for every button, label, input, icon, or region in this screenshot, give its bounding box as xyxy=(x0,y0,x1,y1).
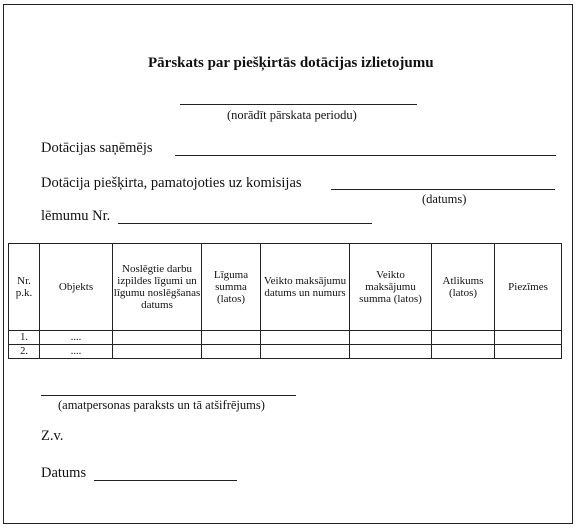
decision-number-line xyxy=(118,223,372,224)
table-cell[interactable] xyxy=(113,345,202,359)
recipient-label: Dotācijas saņēmējs xyxy=(41,140,153,156)
table-cell[interactable] xyxy=(432,345,495,359)
table-cell[interactable] xyxy=(350,345,432,359)
table-cell[interactable] xyxy=(495,345,562,359)
table-cell[interactable] xyxy=(432,331,495,345)
header-balance: Atlikums (latos) xyxy=(432,244,495,331)
table-row xyxy=(9,331,562,345)
document-title: Pārskats par piešķirtās dotācijas izlietojumu xyxy=(148,55,434,71)
recipient-line xyxy=(175,155,556,156)
period-hint: (norādīt pārskata periodu) xyxy=(227,108,357,122)
table-header-row xyxy=(9,244,562,331)
table-cell[interactable] xyxy=(261,331,350,345)
decision-label: lēmumu Nr. xyxy=(41,208,111,224)
seal-label: Z.v. xyxy=(41,428,64,444)
date-hint: (datums) xyxy=(422,192,467,206)
table-cell[interactable] xyxy=(261,345,350,359)
table-cell[interactable] xyxy=(495,331,562,345)
header-contract-sum: Līguma summa (latos) xyxy=(202,244,261,331)
commission-date-line xyxy=(331,189,555,190)
header-payment-sum: Veikto maksājumu summa (latos) xyxy=(350,244,432,331)
table-cell[interactable] xyxy=(202,345,261,359)
signature-line xyxy=(41,395,296,396)
row-nr: 1. xyxy=(9,331,40,345)
header-objekts: Objekts xyxy=(40,244,113,331)
date-label: Datums xyxy=(41,465,87,481)
table-row xyxy=(9,345,562,359)
granted-label: Dotācija piešķirta, pamatojoties uz komisijas xyxy=(41,175,302,191)
table-cell[interactable] xyxy=(202,331,261,345)
row-objekts: .... xyxy=(40,345,113,359)
header-notes: Piezīmes xyxy=(495,244,562,331)
row-objekts: .... xyxy=(40,331,113,345)
date-line xyxy=(94,480,237,481)
signature-hint: (amatpersonas paraksts un tā atšifrējums) xyxy=(58,398,265,412)
period-line xyxy=(180,104,417,105)
report-table xyxy=(8,243,562,359)
header-payment-date: Veikto maksājumu datums un numurs xyxy=(261,244,350,331)
row-nr: 2. xyxy=(9,345,40,359)
header-contracts: Noslēgtie darbu izpildes līgumi un līgumu noslēgšanas datums xyxy=(113,244,202,331)
header-nr: Nr. p.k. xyxy=(9,244,40,331)
table-cell[interactable] xyxy=(350,331,432,345)
table-cell[interactable] xyxy=(113,331,202,345)
